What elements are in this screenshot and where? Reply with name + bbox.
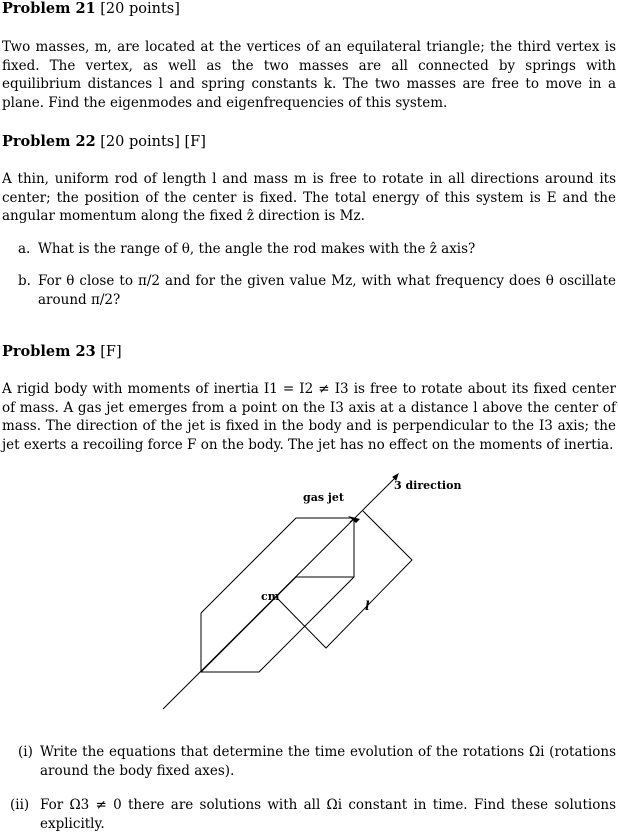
- item-label: (i): [18, 744, 33, 760]
- problem-23-meta: [F]: [100, 344, 122, 360]
- problem-23-heading: [2, 343, 122, 360]
- problem-22-title: Problem 22: [2, 133, 96, 150]
- problem-22-item-b: [18, 272, 616, 309]
- body-inner-edge: [201, 577, 296, 672]
- problem-21-text: Two masses, m, are located at the vertices of an equilateral triangle; the third vertex is fixed. The vertex, as well as the two masses are all connected by springs with equilibrium distances l and spring constants k. The two masses are free to move in a plane. Find the eigenmodes and eigenfrequencies of this system.: [2, 39, 616, 111]
- distance-bracket: [277, 511, 412, 648]
- direction-label: 3 direction: [394, 479, 462, 492]
- problem-22-meta: [20 points] [F]: [100, 134, 206, 150]
- item-text: For Ω3 ≠ 0 there are solutions with all Ωi constant in time. Find these solutions explicitly.: [40, 797, 616, 832]
- cm-label: cm: [261, 590, 280, 603]
- problem-23-item-i: [18, 743, 616, 780]
- rigid-body-diagram: [0, 465, 618, 725]
- problem-21-meta: [20 points]: [100, 1, 180, 17]
- problem-21-heading: [2, 0, 180, 17]
- problem-23-title: Problem 23: [2, 343, 96, 360]
- item-label: (ii): [10, 797, 30, 813]
- problem-22-item-a: [18, 240, 616, 259]
- item-text: What is the range of θ, the angle the rod makes with the ẑ axis?: [38, 241, 476, 257]
- item-label: b.: [18, 273, 31, 289]
- problem-21-title: Problem 21: [2, 0, 96, 17]
- problem-23-text: A rigid body with moments of inertia I1 = I2 ≠ I3 is free to rotate about its fixed center of mass. A gas jet emerges from a point on the I3 axis at a distance l above the center of mass. The direction of the jet is fixed in the body and is perpendicular to the I3 axis; the jet exerts a recoiling force F on the body. The jet has no effect on the moments of inertia.: [2, 381, 616, 453]
- problem-22-text: A thin, uniform rod of length l and mass m is free to rotate in all directions around its center; the position of the center is fixed. The total energy of this system is E and the angular momentum along the fixed ẑ direction is Mz.: [2, 171, 616, 224]
- problem-22-heading: [2, 133, 206, 150]
- gas-jet-label: gas jet: [303, 491, 344, 504]
- problem-23-item-ii: [10, 796, 616, 833]
- item-text: Write the equations that determine the time evolution of the rotations Ωi (rotations around the body fixed axes).: [40, 744, 616, 779]
- item-label: a.: [18, 241, 31, 257]
- item-text: For θ close to π/2 and for the given value Mz, with what frequency does θ oscillate around π/2?: [38, 273, 616, 308]
- l-label: l: [365, 599, 370, 613]
